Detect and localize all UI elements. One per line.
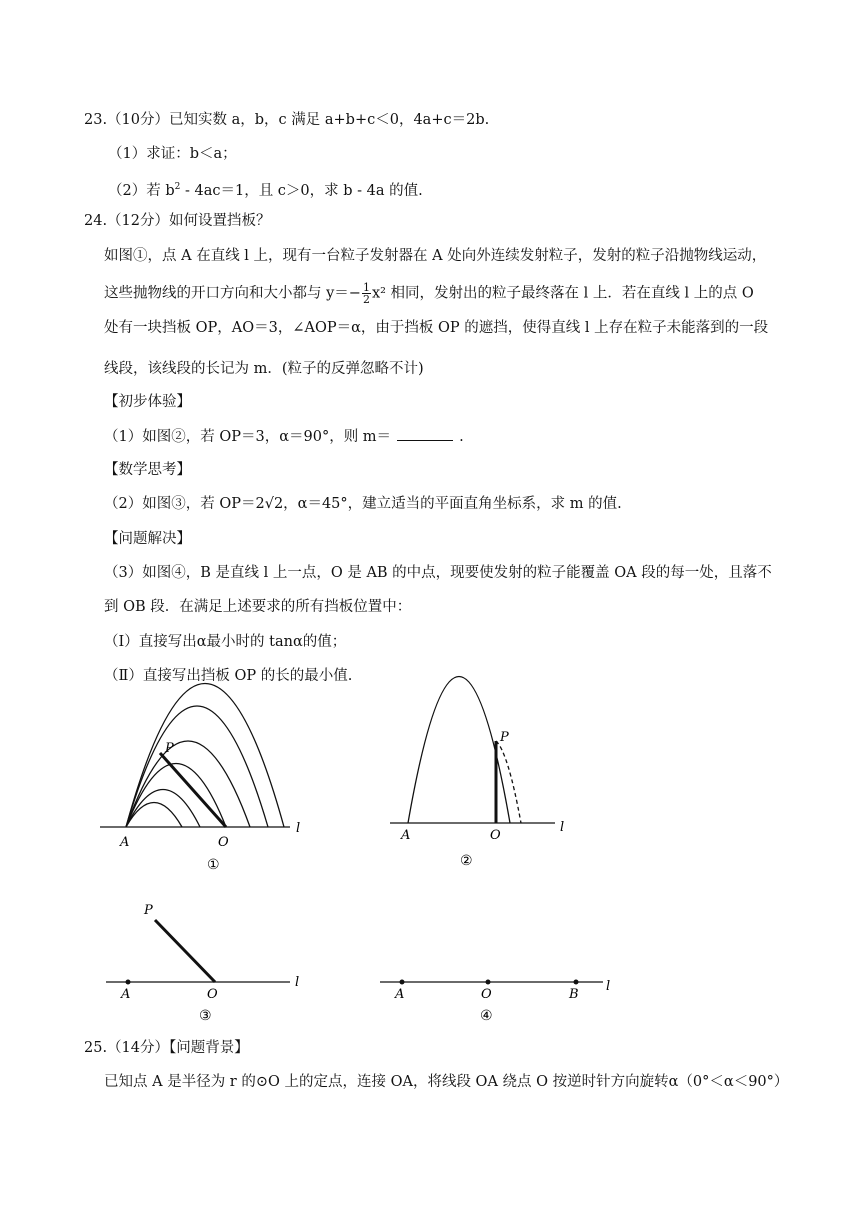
- fig3-baffle-op: [155, 920, 215, 982]
- q24-sub3b: 到 OB 段．在满足上述要求的所有挡板位置中：: [104, 599, 412, 615]
- q24-sub1: [104, 426, 464, 447]
- q23-head: 23.（10分）已知实数 a，b，c 满足 a+b+c＜0，4a+c＝2b.: [84, 112, 490, 128]
- q24-head: 24.（12分）如何设置挡板？: [84, 213, 271, 229]
- q24-sub3c: （Ⅰ）直接写出α最小时的 tanα的值；: [104, 634, 347, 650]
- q24-sub1-pre: （1）如图②，若 OP＝3，α＝90°，则 m＝: [104, 429, 392, 445]
- q24-sub2: （2）如图③，若 OP＝2√2，α＝45°，建立适当的平面直角坐标系，求 m 的值.: [104, 496, 622, 512]
- figure-1: [100, 684, 290, 828]
- fig4-point-b: [574, 980, 579, 985]
- fig1-baffle-op: [160, 753, 226, 827]
- q24-para2-post: x² 相同，发射出的粒子最终落在 l 上．若在直线 l 上的点 O: [371, 285, 754, 302]
- q24-sec1: 【初步体验】: [104, 394, 191, 410]
- fig1-parabola-1: [126, 684, 284, 828]
- q24-sub3d: （Ⅱ）直接写出挡板 OP 的长的最小值.: [104, 668, 353, 684]
- fig1-caption: ①: [207, 857, 220, 873]
- q23-part2-post: - 4ac＝1，且 c＞0，求 b - 4a 的值.: [180, 182, 423, 199]
- fig2-label-l: l: [560, 820, 565, 835]
- fig1-label-o: O: [218, 835, 229, 850]
- fig3-caption: ③: [199, 1008, 212, 1024]
- fig4-label-a: A: [395, 987, 405, 1002]
- fig2-caption: ②: [460, 853, 473, 869]
- q23-part2-pre: （2）若 b: [108, 182, 175, 199]
- q24-sub3a: （3）如图④，B 是直线 l 上一点，O 是 AB 的中点，现要使发射的粒子能覆盖 OA 段的每一处，且落不: [104, 565, 772, 581]
- fig1-label-p: P: [165, 741, 174, 756]
- q24-fraction: [362, 282, 371, 305]
- fraction-denominator: 2: [362, 293, 370, 306]
- q23-part1: （1）求证：b＜a；: [108, 146, 237, 162]
- fig2-label-a: A: [401, 828, 411, 843]
- fig3-label-o: O: [207, 987, 218, 1002]
- fig3-label-a: A: [121, 987, 131, 1002]
- figure-2: [390, 677, 555, 824]
- fig4-label-l: l: [606, 979, 611, 994]
- q25-para1: 已知点 A 是半径为 r 的⊙O 上的定点，连接 OA，将线段 OA 绕点 O 按逆时针方向旋转α（0°＜α＜90°）: [104, 1074, 789, 1090]
- fig3-label-l: l: [295, 975, 300, 990]
- fig3-label-p: P: [144, 903, 153, 918]
- fig3-point-a: [126, 980, 131, 985]
- q24-para3: 处有一块挡板 OP，AO＝3，∠AOP＝α，由于挡板 OP 的遮挡，使得直线 l 上存在粒子未能落到的一段: [104, 320, 769, 336]
- fig1-parabola-2: [126, 706, 268, 827]
- q24-sub1-post: .: [459, 429, 464, 445]
- fig2-dashed-path: [496, 741, 521, 823]
- figure-3: [106, 920, 290, 982]
- fig4-point-o: [486, 980, 491, 985]
- fig2-label-o: O: [490, 828, 501, 843]
- fig4-point-a: [400, 980, 405, 985]
- q24-para1: 如图①，点 A 在直线 l 上，现有一台粒子发射器在 A 处向外连续发射粒子，发射的粒子沿抛物线运动，: [104, 248, 767, 264]
- q24-para2: [104, 282, 754, 305]
- fig1-label-l: l: [296, 821, 301, 836]
- answer-blank[interactable]: [397, 426, 453, 441]
- fraction-numerator: 1: [362, 281, 370, 294]
- fig4-caption: ④: [480, 1008, 493, 1024]
- q24-para4: 线段，该线段的长记为 m．(粒子的反弹忽略不计): [104, 361, 424, 377]
- fig4-label-b: B: [569, 987, 579, 1002]
- fig4-label-o: O: [481, 987, 492, 1002]
- fig2-parabola: [408, 677, 510, 824]
- q23-part2: [108, 177, 423, 201]
- q23-part2-sup: 2: [174, 182, 181, 192]
- fig2-label-p: P: [500, 730, 509, 745]
- q24-sec2: 【数学思考】: [104, 462, 191, 478]
- fig1-label-a: A: [120, 835, 130, 850]
- q24-sec3: 【问题解决】: [104, 531, 191, 547]
- q25-head: 25.（14分）【问题背景】: [84, 1040, 249, 1056]
- q24-para2-pre: 这些抛物线的开口方向和大小都与 y＝−: [104, 285, 361, 302]
